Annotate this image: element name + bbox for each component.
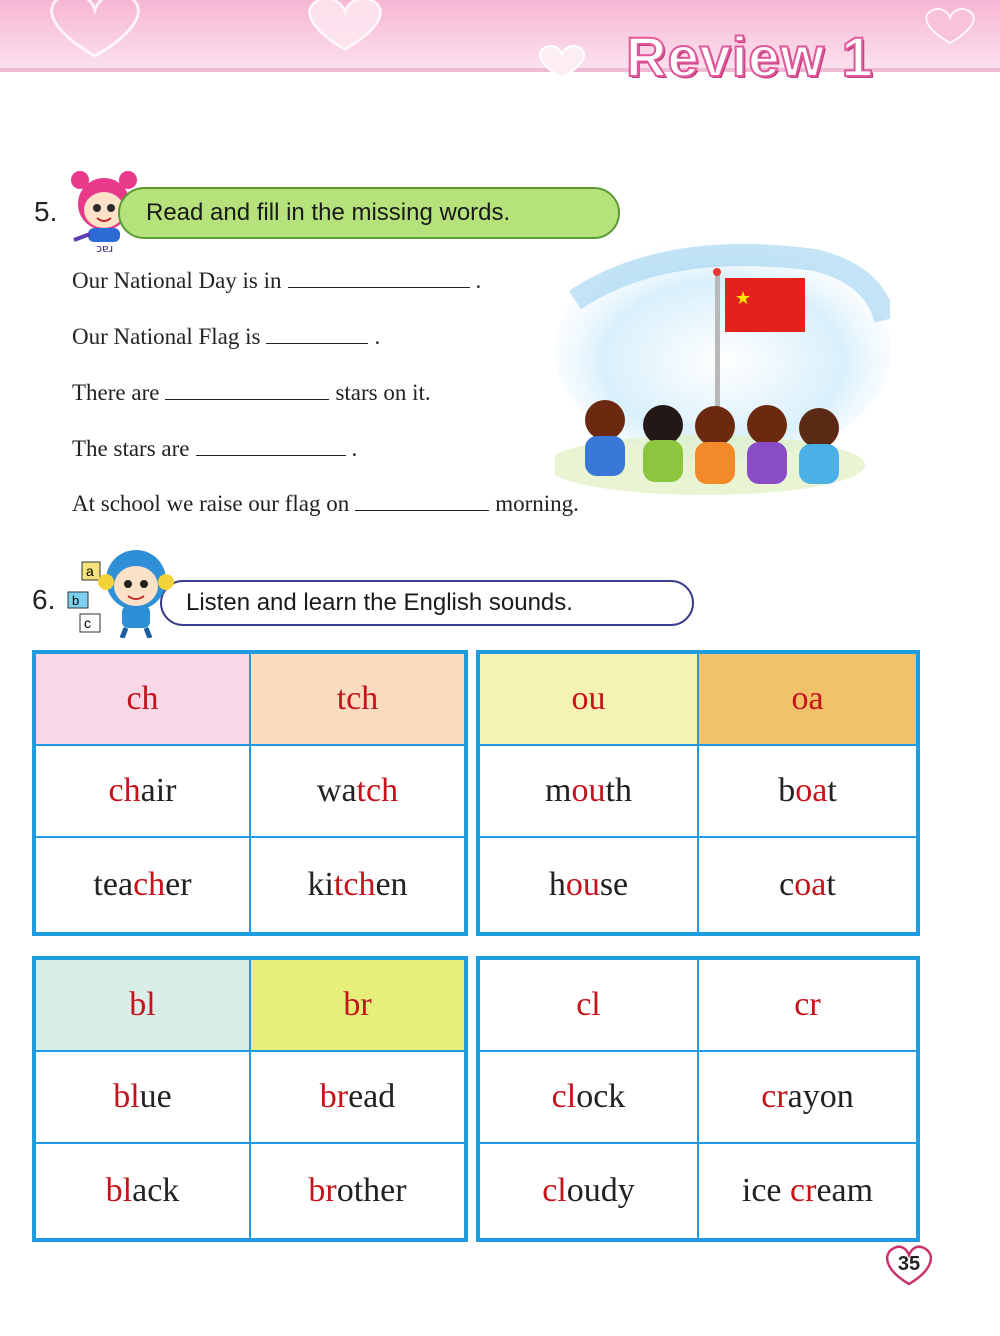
word-part: b [778,772,796,809]
word-cell [698,745,917,837]
sound-header: ch [35,653,250,745]
word-part: se [599,866,629,903]
sound-highlight: cr [761,1078,788,1115]
heart-icon [40,0,150,60]
word-cell [35,745,250,837]
answer-blank[interactable] [165,399,329,400]
sound-highlight: oa [795,772,828,809]
word-part: ue [139,1078,172,1115]
page-number: 35 [880,1244,938,1286]
phonics-table [476,956,920,1242]
word-cell [35,1143,250,1239]
section-6-instruction: Listen and learn the English sounds. [160,580,694,626]
word-part: eam [816,1172,874,1209]
word-part: c [779,866,795,903]
word-cell [479,1051,698,1143]
sound-highlight: cl [542,1172,567,1209]
sound-header: cr [698,959,917,1051]
word-cell [250,837,465,933]
word-cell [250,1143,465,1239]
fill-line-5: At school we raise our flag on morning. [72,491,579,516]
word-part: er [165,866,192,903]
word-cell [698,1143,917,1239]
word-part: oudy [566,1172,635,1209]
sound-header: ou [479,653,698,745]
boy-mascot-icon [66,546,182,638]
fill-line-2: Our National Flag is . [72,324,381,349]
sound-highlight: bl [105,1172,133,1209]
word-cell [479,837,698,933]
word-part: ack [132,1172,180,1209]
word-part: t [826,866,836,903]
letter-c: c [84,615,91,631]
sound-header: cl [479,959,698,1051]
sound-highlight: ou [571,772,606,809]
phonics-table [476,650,920,936]
word-part: wa [316,772,357,809]
sound-highlight: cl [551,1078,577,1115]
sound-header: bl [35,959,250,1051]
word-part: en [375,866,408,903]
section-5-number: 5. [34,196,58,227]
fill-line-4: The stars are . [72,436,358,461]
word-part: other [336,1172,407,1209]
word-cell [698,837,917,933]
word-cell [250,745,465,837]
word-part: tea [93,866,134,903]
svg-text:ɔɐɹ: ɔɐɹ [96,242,114,254]
sound-header: oa [698,653,917,745]
fill-line-1: Our National Day is in . [72,268,482,293]
sound-header: br [250,959,465,1051]
word-part: ki [307,866,334,903]
heart-icon [300,0,390,54]
sound-highlight: ou [565,866,600,903]
sound-highlight: br [319,1078,349,1115]
answer-blank[interactable] [196,455,346,456]
sound-highlight: tch [356,772,399,809]
word-part: ayon [787,1078,854,1115]
sound-highlight: bl [113,1078,140,1115]
letter-a: a [86,563,94,579]
page-title: Review 1 [626,25,874,88]
word-part: h [548,866,566,903]
word-part: air [140,772,177,809]
word-cell [250,1051,465,1143]
sound-highlight: tch [333,866,376,903]
sound-highlight: oa [794,866,827,903]
sound-highlight: br [308,1172,337,1209]
letter-b: b [72,593,80,608]
word-cell [35,1051,250,1143]
phonics-table [32,650,468,936]
heart-icon [920,6,980,46]
svg-text:★: ★ [735,288,752,308]
word-part: ock [576,1078,626,1115]
heart-icon [534,44,590,80]
word-cell [698,1051,917,1143]
word-part: th [605,772,632,809]
flag-raising-illustration [555,240,890,495]
sound-header: tch [250,653,465,745]
word-cell [479,745,698,837]
word-part: ice [741,1172,791,1209]
answer-blank[interactable] [266,343,368,344]
section-6-number: 6. [32,584,56,615]
word-part: ead [348,1078,396,1115]
sound-highlight: ch [133,866,166,903]
word-cell [479,1143,698,1239]
word-cell [35,837,250,933]
section-5-instruction: Read and fill in the missing words. [118,187,620,239]
word-part: m [545,772,572,809]
fill-line-3: There are stars on it. [72,380,431,405]
sound-highlight: ch [108,772,141,809]
answer-blank[interactable] [288,287,470,288]
answer-blank[interactable] [355,510,489,511]
word-part: t [827,772,837,809]
phonics-table [32,956,468,1242]
sound-highlight: cr [790,1172,817,1209]
